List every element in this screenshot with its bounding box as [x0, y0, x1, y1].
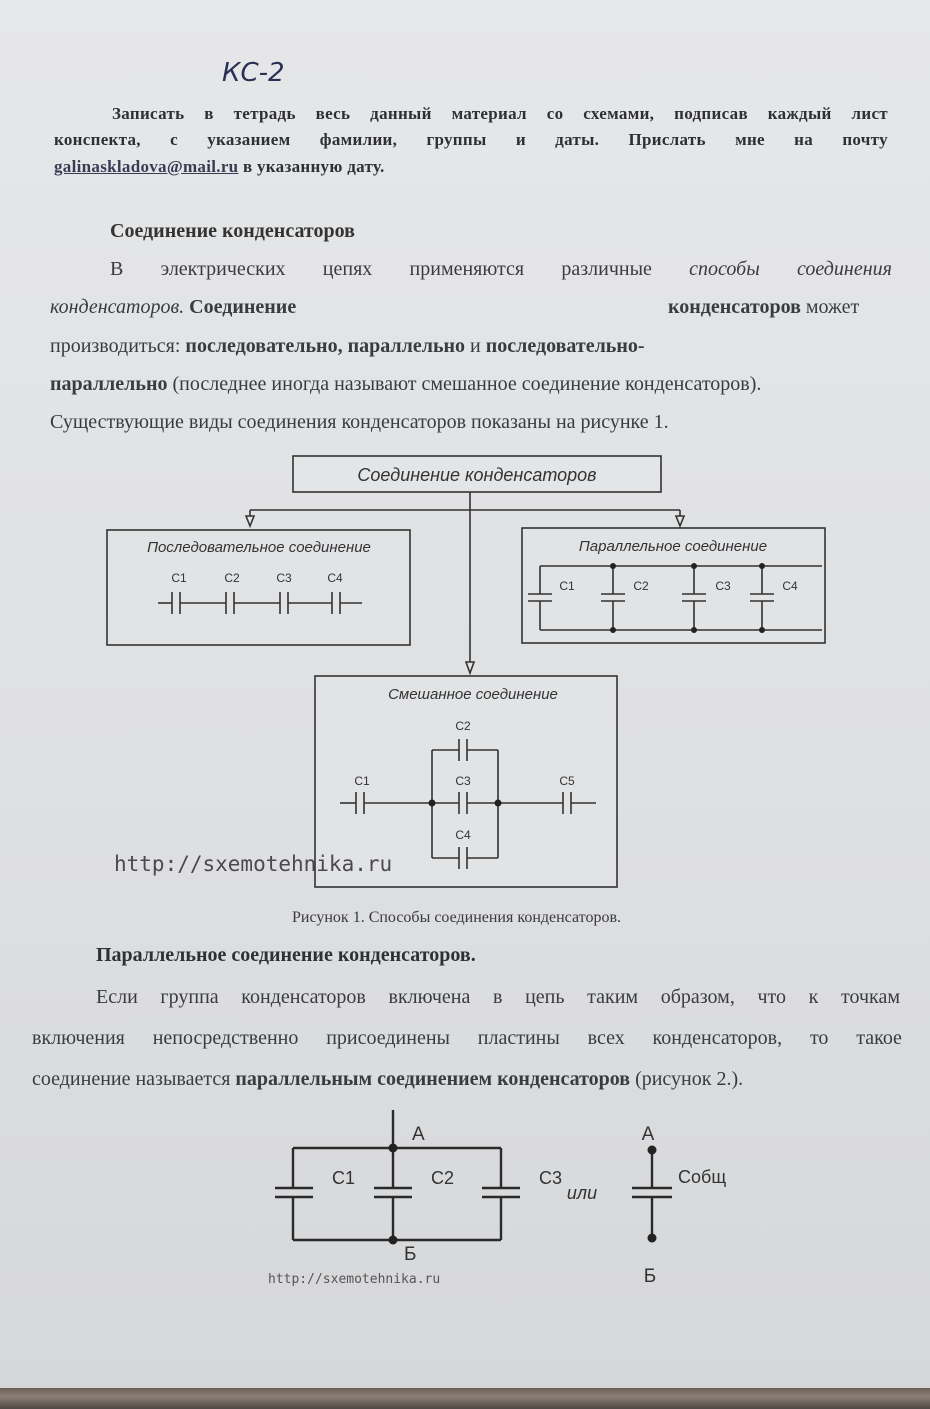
p1-line-2: конденсаторов. Соединение конденсаторов может	[50, 296, 860, 318]
p1-line-3: производиться: последовательно, параллельно и последовательно-	[50, 335, 645, 357]
word: образом,	[660, 986, 735, 1008]
mixed-label: C1	[354, 774, 370, 788]
word: непосредственно	[152, 1027, 299, 1049]
word: различные	[561, 258, 652, 280]
intro-line-3: galinaskladova@mail.ru в указанную дату.	[54, 157, 385, 176]
word: материал	[451, 104, 527, 123]
p2-line-1	[96, 986, 900, 1009]
figure-1-caption: Рисунок 1. Способы соединения конденсаторов.	[292, 909, 621, 926]
word: со	[546, 104, 564, 123]
word: в	[492, 986, 503, 1008]
word: Если	[96, 986, 138, 1008]
word: цепь	[525, 986, 565, 1008]
mixed-label: C2	[455, 719, 471, 733]
word: к	[808, 986, 819, 1008]
handwritten-group: КС-2	[222, 58, 285, 88]
section-title-parallel: Параллельное соединение конденсаторов.	[96, 944, 476, 966]
p1-line-5: Существующие виды соединения конденсаторов показаны на рисунке 1.	[50, 411, 669, 433]
series-label: C1	[171, 571, 187, 585]
word: такое	[856, 1027, 902, 1049]
parallel-label: C2	[633, 579, 649, 593]
word: включения	[32, 1027, 125, 1049]
arrow-left	[246, 516, 254, 526]
arrow-right	[676, 516, 684, 526]
root-box-label: Соединение конденсаторов	[357, 465, 597, 485]
word: в	[204, 104, 214, 123]
word: В	[110, 258, 124, 280]
word: весь	[315, 104, 351, 123]
parallel-label: C3	[715, 579, 731, 593]
word: лист	[851, 104, 888, 123]
word: конспекта,	[54, 130, 141, 149]
p1-line-4: параллельно (последнее иногда называют смешанное соединение конденсаторов).	[50, 373, 762, 395]
or-label: или	[566, 1183, 598, 1203]
word: присоединены	[326, 1027, 450, 1049]
word: почту	[842, 130, 888, 149]
word: с	[170, 130, 178, 149]
equiv-node-a: А	[641, 1124, 655, 1145]
fig2-watermark: http://sxemotehnika.ru	[268, 1272, 441, 1287]
word: что	[757, 986, 787, 1008]
word: конденсаторов	[241, 986, 366, 1008]
parallel-box-title: Параллельное соединение	[578, 538, 768, 555]
word: Прислать	[628, 130, 706, 149]
mixed-box-title: Смешанное соединение	[388, 686, 558, 703]
word: соединения	[797, 258, 892, 280]
word: точкам	[841, 986, 900, 1008]
word: включена	[388, 986, 471, 1008]
parallel-label: C4	[782, 579, 798, 593]
word: схемами,	[583, 104, 655, 123]
fig2-cap-label: C1	[332, 1168, 356, 1188]
email-link[interactable]: galinaskladova@mail.ru	[54, 157, 239, 176]
section-title-connection: Соединение конденсаторов	[110, 220, 355, 242]
mixed-label: C3	[455, 774, 471, 788]
word: применяются	[409, 258, 525, 280]
mixed-label: C5	[559, 774, 575, 788]
mixed-label: C4	[455, 828, 471, 842]
word: группы	[426, 130, 487, 149]
parallel-label: C1	[559, 579, 575, 593]
word: Записать	[112, 104, 185, 123]
word: подписав	[674, 104, 748, 123]
arrow-down	[466, 662, 474, 673]
word: каждый	[767, 104, 832, 123]
equiv-node-b: Б	[643, 1266, 657, 1287]
series-label: C4	[327, 571, 343, 585]
word: способы	[689, 258, 760, 280]
series-label: C2	[224, 571, 240, 585]
word: на	[794, 130, 814, 149]
junction-dots	[389, 563, 766, 1245]
word: данный	[370, 104, 432, 123]
word: и	[515, 130, 526, 149]
node-a-label: А	[412, 1124, 425, 1145]
node-b-label: Б	[404, 1244, 417, 1265]
p2-line-3: соединение называется параллельным соединением конденсаторов (рисунок 2.).	[32, 1068, 744, 1090]
word: мне	[735, 130, 765, 149]
word: фамилии,	[319, 130, 398, 149]
word: пластины	[477, 1027, 560, 1049]
fig2-cap-label: C3	[539, 1168, 563, 1188]
series-label: C3	[276, 571, 292, 585]
word: конденсаторов,	[652, 1027, 783, 1049]
word: цепях	[322, 258, 373, 280]
word: указанием	[207, 130, 291, 149]
equiv-cap-label: Cобщ	[678, 1167, 727, 1187]
word: таким	[587, 986, 639, 1008]
word: электрических	[160, 258, 286, 280]
p2-line-2	[32, 1027, 902, 1050]
word: группа	[160, 986, 219, 1008]
word: тетрадь	[233, 104, 296, 123]
word: даты.	[555, 130, 600, 149]
word: всех	[587, 1027, 625, 1049]
watermark-url: http://sxemotehnika.ru	[114, 852, 393, 876]
word: то	[809, 1027, 829, 1049]
fig2-cap-label: C2	[431, 1168, 455, 1188]
series-box-title: Последовательное соединение	[147, 539, 371, 556]
